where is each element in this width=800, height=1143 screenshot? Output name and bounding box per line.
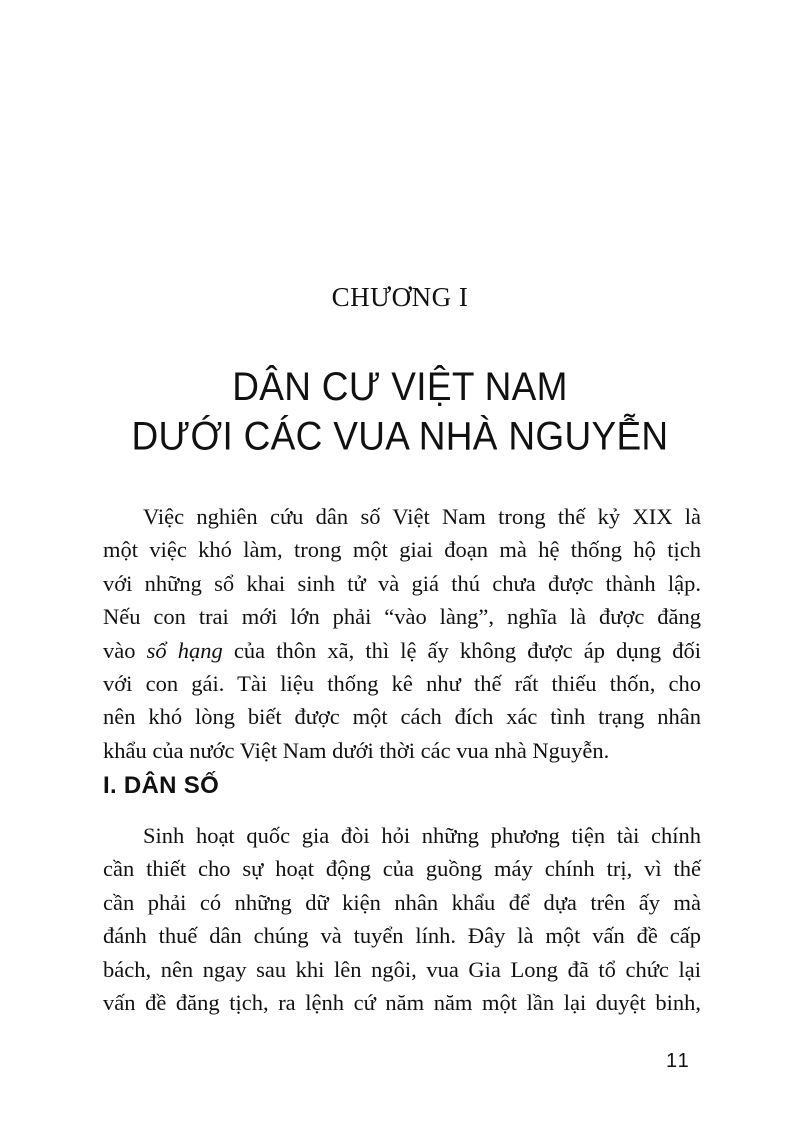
paragraph-line: Nếu con trai mới lớn phải “vào làng”, nghĩa là được đăng bbox=[103, 604, 701, 630]
page-number: 11 bbox=[666, 1050, 691, 1072]
paragraph-line: với con gái. Tài liệu thống kê như thế rất thiếu thốn, cho bbox=[103, 671, 701, 697]
paragraph-line: nên khó lòng biết được một cách đích xác tình trạng nhân bbox=[103, 704, 701, 730]
chapter-label: CHƯƠNG I bbox=[331, 282, 469, 312]
italic-term: sổ hạng bbox=[146, 637, 223, 663]
paragraph-line: khẩu của nước Việt Nam dưới thời các vua nhà Nguyễn. bbox=[103, 737, 610, 763]
paragraph-population bbox=[103, 819, 701, 1019]
chapter-title-line-1: DÂN CƯ VIỆT NAM bbox=[232, 364, 568, 409]
paragraph-line: vấn đề đăng tịch, ra lệnh cứ năm năm một lần lại duyệt binh, bbox=[103, 990, 701, 1016]
paragraph-line: bách, nên ngay sau khi lên ngôi, vua Gia Long đã tổ chức lại bbox=[103, 956, 701, 982]
paragraph-intro bbox=[103, 500, 701, 767]
section-heading: I. DÂN SỐ bbox=[103, 772, 220, 799]
paragraph-line bbox=[103, 634, 701, 667]
paragraph-line: Việc nghiên cứu dân số Việt Nam trong thế kỷ XIX là bbox=[143, 504, 701, 529]
paragraph-line: cần phải có những dữ kiện nhân khẩu để dựa trên ấy mà bbox=[103, 889, 701, 915]
paragraph-line: một việc khó làm, trong một giai đoạn mà hệ thống hộ tịch bbox=[103, 537, 701, 563]
line-text-before: vào bbox=[103, 637, 147, 663]
paragraph-line: đánh thuế dân chúng và tuyển lính. Đây là một vấn đề cấp bbox=[103, 923, 701, 949]
paragraph-line: cần thiết cho sự hoạt động của guồng máy chính trị, vì thế bbox=[103, 856, 701, 882]
paragraph-line: Sinh hoạt quốc gia đòi hỏi những phương tiện tài chính bbox=[143, 823, 701, 848]
chapter-title-line-2: DƯỚI CÁC VUA NHÀ NGUYỄN bbox=[131, 413, 669, 459]
chapter-title bbox=[0, 362, 800, 461]
paragraph-line: với những sổ khai sinh tử và giá thú chưa được thành lập. bbox=[103, 570, 701, 596]
line-text-after: của thôn xã, thì lệ ấy không được áp dụng đối bbox=[222, 637, 701, 663]
